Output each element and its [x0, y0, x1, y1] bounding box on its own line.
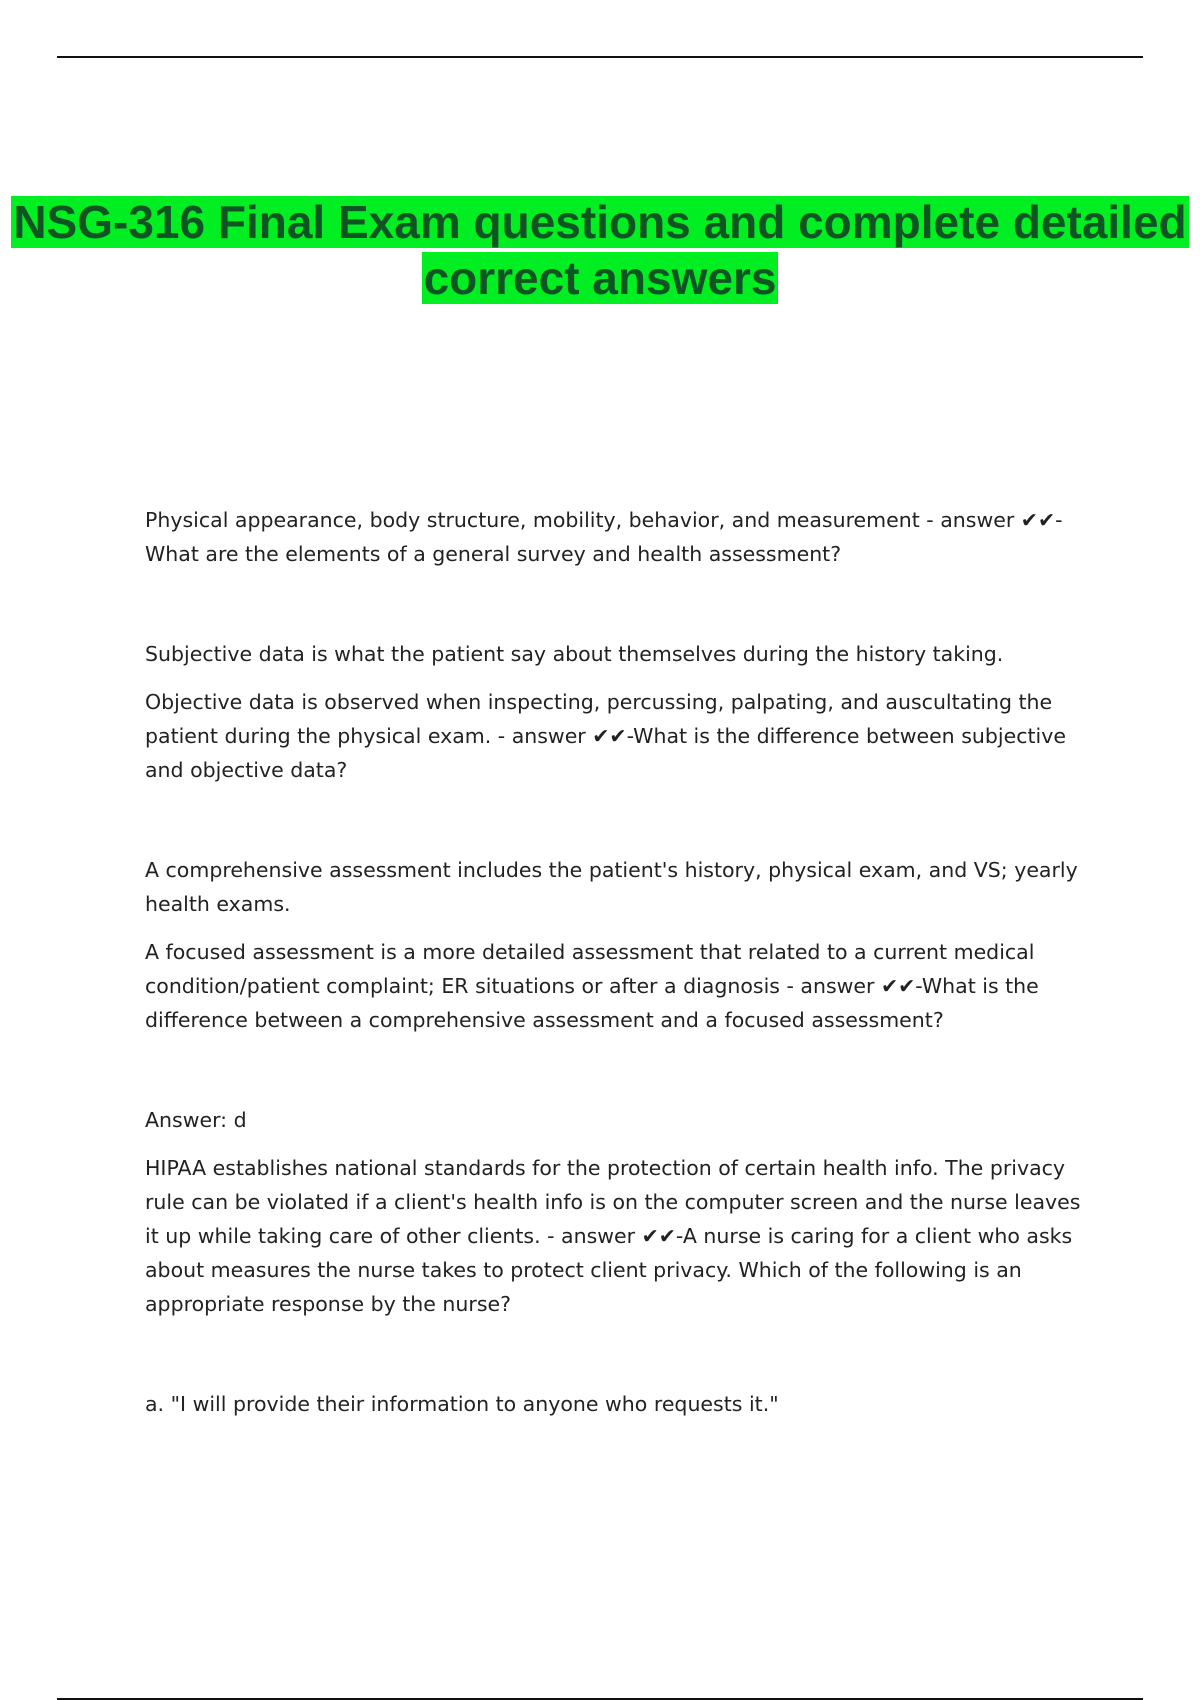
- paragraph-option-a: a. "I will provide their information to anyone who requests it.": [145, 1392, 779, 1416]
- paragraph-hipaa: HIPAA establishes national standards for the protection of certain health info. The privacy rule can be violated if a client's health info is on the computer screen and the nurse leaves it up while taking care of other clients. - answer ✔✔-A nurse is caring for a client who asks about measures the nurse takes to protect client privacy. Which of the following is an appropriate response by the nurse?: [145, 1156, 1081, 1316]
- document-body: [145, 503, 1100, 1421]
- title-block: [0, 194, 1200, 306]
- paragraph-general-survey: Physical appearance, body structure, mobility, behavior, and measurement - answer ✔✔-What are the elements of a general survey and health assessment?: [145, 508, 1063, 566]
- top-rule: [57, 56, 1143, 58]
- document-title: NSG-316 Final Exam questions and complete detailed correct answers: [13, 196, 1187, 304]
- paragraph-comprehensive-assessment: A comprehensive assessment includes the patient's history, physical exam, and VS; yearly health exams.: [145, 858, 1078, 916]
- paragraph-subjective-data: Subjective data is what the patient say about themselves during the history taking.: [145, 642, 1004, 666]
- paragraph-focused-assessment: A focused assessment is a more detailed assessment that related to a current medical condition/patient complaint; ER situations or after a diagnosis - answer ✔✔-What is the difference between a comprehensive assessment and a focused assessment?: [145, 940, 1039, 1032]
- paragraph-answer-d: Answer: d: [145, 1108, 247, 1132]
- paragraph-objective-data: Objective data is observed when inspecting, percussing, palpating, and auscultating the patient during the physical exam. - answer ✔✔-What is the difference between subjective and objective data?: [145, 690, 1066, 782]
